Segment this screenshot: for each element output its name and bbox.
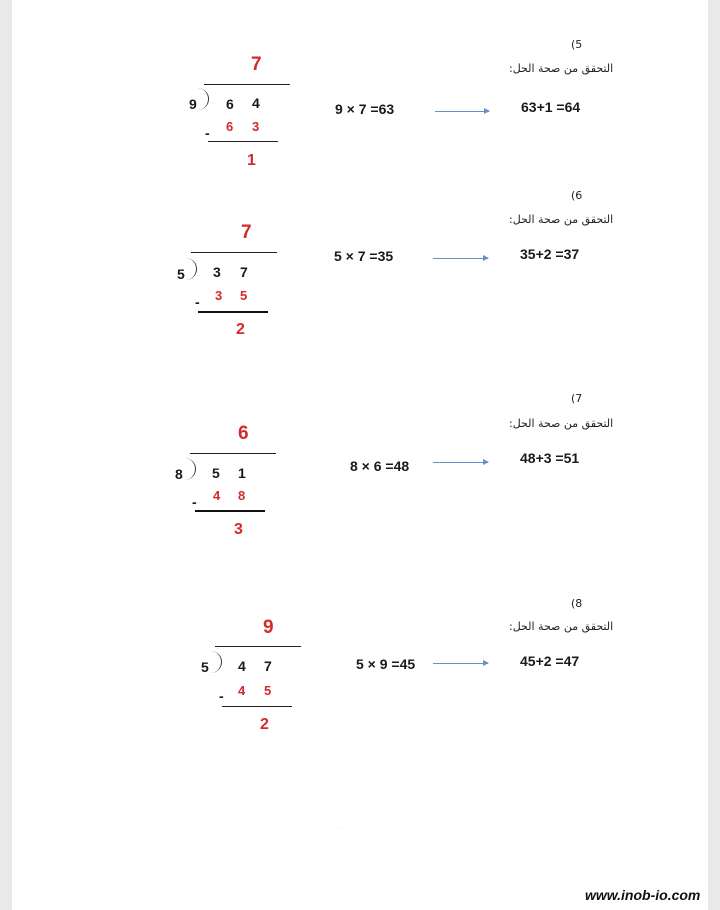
dividend-tens: 3 <box>213 264 221 280</box>
minus-sign: - <box>219 688 224 704</box>
arrow-icon <box>433 663 488 664</box>
divisor: 5 <box>177 266 185 282</box>
minus-sign: - <box>205 125 210 141</box>
check-label: التحقق من صحة الحل: <box>509 62 614 75</box>
arrow-icon <box>435 111 489 112</box>
division-bracket <box>185 458 196 480</box>
division-bracket <box>198 88 209 110</box>
remainder: 1 <box>247 152 256 169</box>
minus-sign: - <box>195 294 200 310</box>
product-ones: 5 <box>240 288 248 303</box>
quotient: 6 <box>238 423 249 444</box>
dividend-tens: 6 <box>226 96 234 112</box>
check-label: التحقق من صحة الحل: <box>509 213 614 226</box>
page-edge-left <box>0 0 12 910</box>
dividend-tens: 4 <box>238 658 246 674</box>
division-bar <box>215 646 301 647</box>
divisor: 5 <box>201 659 209 675</box>
watermark: www.inob-io.com <box>585 887 701 903</box>
product-tens: 6 <box>226 119 234 134</box>
divisor: 8 <box>175 466 183 482</box>
product-ones: 3 <box>252 119 260 134</box>
dividend-ones: 1 <box>238 465 246 481</box>
product-ones: 8 <box>238 488 246 503</box>
subtraction-line <box>195 510 265 512</box>
division-bracket <box>186 258 197 280</box>
product-tens: 3 <box>215 288 223 303</box>
division-bracket <box>211 651 222 673</box>
verification: 63+1 =64 <box>521 99 581 115</box>
verification: 45+2 =47 <box>520 653 580 669</box>
remainder: 3 <box>234 521 243 538</box>
verification: 48+3 =51 <box>520 450 580 466</box>
product-ones: 5 <box>264 683 272 698</box>
dividend-ones: 4 <box>252 95 260 111</box>
division-bar <box>191 252 277 253</box>
remainder: 2 <box>260 716 269 733</box>
scan-speck: · <box>292 792 294 798</box>
page-edge-right <box>708 0 720 910</box>
problem-number: (8 <box>571 597 583 610</box>
quotient: 9 <box>263 617 274 638</box>
product-tens: 4 <box>238 683 246 698</box>
verification: 35+2 =37 <box>520 246 580 262</box>
product-tens: 4 <box>213 488 221 503</box>
arrow-icon <box>433 462 488 463</box>
division-bar <box>190 453 276 454</box>
check-label: التحقق من صحة الحل: <box>509 417 614 430</box>
multiplication-check: 5 × 9 =45 <box>356 656 416 672</box>
dividend-tens: 5 <box>212 465 220 481</box>
remainder: 2 <box>236 321 245 338</box>
problem-number: (6 <box>571 189 583 202</box>
divisor: 9 <box>189 96 197 112</box>
multiplication-check: 5 × 7 =35 <box>334 248 394 264</box>
problem-number: (5 <box>571 38 583 51</box>
problem-number: (7 <box>571 392 583 405</box>
arrow-icon <box>433 258 488 259</box>
subtraction-line <box>208 141 278 142</box>
quotient: 7 <box>241 222 252 243</box>
quotient: 7 <box>251 54 262 75</box>
multiplication-check: 8 × 6 =48 <box>350 458 410 474</box>
subtraction-line <box>222 706 292 707</box>
scan-speck: · · · <box>332 826 342 832</box>
minus-sign: - <box>192 494 197 510</box>
division-bar <box>204 84 290 85</box>
multiplication-check: 9 × 7 =63 <box>335 101 395 117</box>
subtraction-line <box>198 311 268 313</box>
dividend-ones: 7 <box>264 658 272 674</box>
check-label: التحقق من صحة الحل: <box>509 620 614 633</box>
dividend-ones: 7 <box>240 264 248 280</box>
